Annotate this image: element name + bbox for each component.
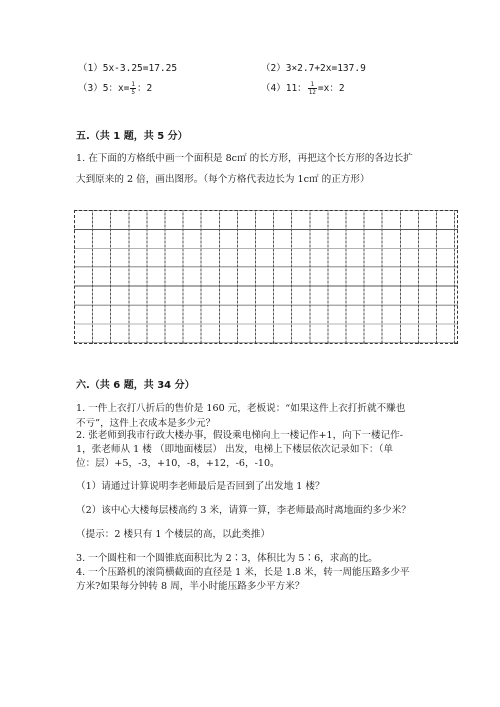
section-6-question-4-line-1: 4. 一个压路机的滚筒横截面的直径是 1 米，长是 1.8 米，转一周能压路多少平 [76, 567, 410, 578]
equation-4 [261, 80, 345, 96]
equation-number: （2） [261, 63, 286, 74]
equation-right: ：2 [137, 83, 153, 94]
section-6-question-1-line-1: 1. 一件上衣打八折后的售价是 160 元，老板说：“如果这件上衣打折就不赚也 [76, 403, 406, 414]
section-6-question-2-sub-1: （1）请通过计算说明李老师最后是否回到了出发地 1 楼？ [76, 481, 325, 492]
section-5-question-1-line-1: 1. 在下面的方格纸中画一个面积是 8c㎡ 的长方形，再把这个长方形的各边长扩 [76, 153, 413, 164]
section-5-question-1-line-2: 大到原来的 2 倍，画出图形。（每个方格代表边长为 1c㎡ 的正方形） [76, 174, 370, 185]
equation-expression: 5x-3.25=17.25 [102, 63, 178, 74]
equation-number: （4） [261, 83, 286, 94]
equation-1 [78, 60, 177, 74]
section-6-question-2-hint: （提示：2 楼只有 1 个楼层的高，以此类推） [76, 529, 271, 540]
equation-2 [261, 60, 366, 74]
section-6-title: 六.（共 6 题，共 34 分） [76, 380, 195, 391]
fraction-numerator: 1 [131, 81, 136, 88]
fraction-numerator: 1 [308, 81, 317, 89]
section-6-question-1-line-2: 不亏”，这件上衣成本是多少元？ [76, 418, 216, 429]
section-6-question-2-line-3: 位：层）+5，-3，+10，-8，+12，-6，-10。 [76, 458, 280, 469]
section-6-question-2-line-2: 1，张老师从 1 楼 （即地面楼层） 出发，电梯上下楼层依次记录如下：（单 [76, 444, 394, 455]
fraction-denominator: 5 [131, 89, 136, 96]
fraction [130, 81, 136, 96]
section-6-question-4-line-2: 方米?如果每分钟转 8 周，半小时能压路多少平方米？ [76, 581, 305, 592]
equation-right: =x：2 [317, 83, 345, 94]
equation-left: 11： [285, 83, 307, 94]
equation-left: 5：x= [102, 83, 130, 94]
square-grid-paper[interactable] [74, 210, 458, 344]
equation-number: （1） [78, 63, 103, 74]
fraction [308, 81, 317, 96]
equation-number: （3） [78, 83, 103, 94]
equation-3 [78, 80, 152, 96]
section-6-question-2-sub-2: （2）该中心大楼每层楼高约 3 米，请算一算，李老师最高时离地面约多少米？ [76, 505, 411, 516]
section-5-title: 五.（共 1 题，共 5 分） [76, 131, 188, 142]
fraction-denominator: 12 [308, 89, 316, 96]
equation-expression: 3×2.7+2x=137.9 [285, 63, 366, 74]
section-6-question-2-line-1: 2. 张老师到我市行政大楼办事，假设乘电梯向上一楼记作+1，向下一楼记作- [76, 430, 403, 441]
section-6-question-3: 3. 一个圆柱和一个圆锥底面积比为 2∶3，体积比为 5∶6，求高的比。 [76, 553, 378, 564]
